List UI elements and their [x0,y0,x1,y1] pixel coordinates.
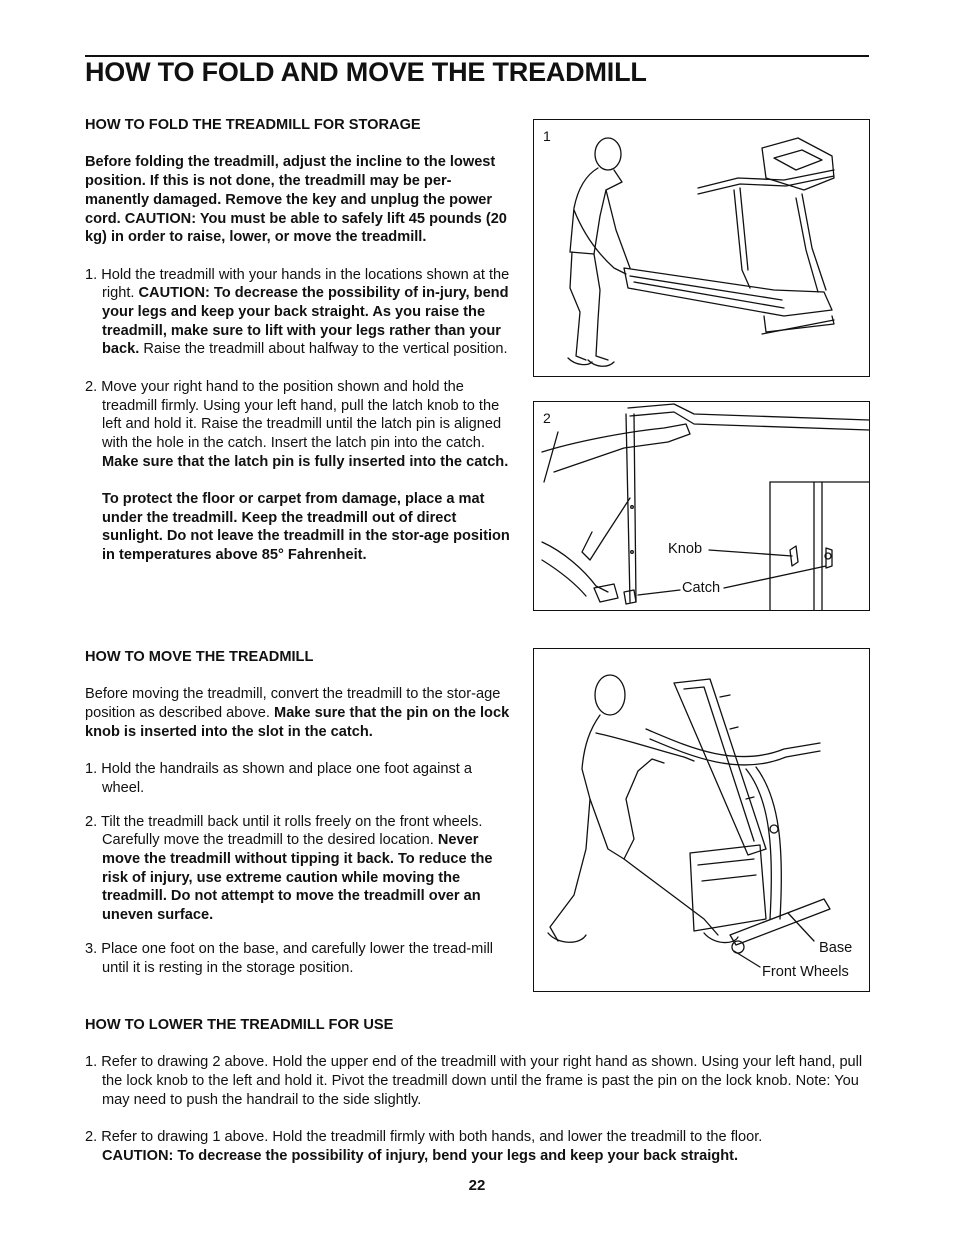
move-heading: HOW TO MOVE THE TREADMILL [85,649,314,665]
move-step-2 [85,813,513,925]
lower-step-2-caution: CAUTION: To decrease the possibility of injury, bend your legs and keep your back straight. [102,1147,739,1164]
page-number: 22 [468,1177,486,1194]
lower-section [85,1016,869,1166]
figure-2-drawing [534,402,869,610]
fold-step-2 [85,378,513,472]
fold-protect-note: To protect the floor or carpet from damage, place a mat under the treadmill. Keep the treadmill out of direct sunlight. Do not leave the treadmill in the stor-age position in temperatures above 85° Fahrenheit. [102,491,510,564]
lower-heading: HOW TO LOWER THE TREADMILL FOR USE [85,1017,394,1033]
figure-1-drawing [534,120,869,376]
figure-2-number: 2 [543,410,551,426]
figure-1-number: 1 [543,128,551,144]
move-intro-bold: Make sure that the pin on the lock knob is inserted into the slot in the catch. [85,705,510,740]
move-section [85,648,513,977]
lower-step-1: 1. Refer to drawing 2 above. Hold the upper end of the treadmill with your right hand as shown. Using your left hand, pull the lock knob to the left and hold it. Pivot the treadmill down until the frame is past the pin on the lock knob. Note: You may need to push the handrail to the side slightly. [85,1054,863,1108]
fold-section [85,116,513,565]
figure-1-lifting-treadmill [533,119,870,377]
figure-2-catch-label: Catch [682,580,721,596]
lower-step-2-text: 2. Refer to drawing 1 above. Hold the treadmill firmly with both hands, and lower the treadmill to the floor. [85,1129,763,1146]
fold-step-1-end: Raise the treadmill about halfway to the vertical position. [139,341,508,358]
fold-intro: Before folding the treadmill, adjust the incline to the lowest position. If this is not done, the treadmill may be per-manently damaged. Remove the key and unplug the power cord. CAUTION: You must be able to safely lift 45 pounds (20 kg) in order to raise, lower, or move the treadmill. [85,154,507,246]
move-intro-text: Before moving the treadmill, convert the treadmill to the stor-age position as described above. [85,686,501,722]
figure-3-moving-treadmill [533,648,870,992]
move-step-2-bold: Never move the treadmill without tipping it back. To reduce the risk of injury, use extreme caution while moving the treadmill. Do not attempt to move the treadmill over an uneven surface. [102,832,493,924]
fold-step-1-text: 1. Hold the treadmill with your hands in the locations shown at the right. [85,266,510,302]
move-step-1: 1. Hold the handrails as shown and place one foot against a wheel. [85,761,472,796]
move-intro [85,685,513,741]
page-title: HOW TO FOLD AND MOVE THE TREADMILL [85,57,647,87]
figure-2-latch [533,401,870,611]
fold-step-2-text: 2. Move your right hand to the position shown and hold the treadmill firmly. Using your left hand, pull the latch knob to the left and hold it. Raise the treadmill until the latch pin is aligned with the hole in the catch. Insert the latch pin into the catch. [85,378,502,451]
fold-heading: HOW TO FOLD THE TREADMILL FOR STORAGE [85,117,421,133]
move-step-3: 3. Place one foot on the base, and carefully lower the tread-mill until it is resting in the storage position. [85,940,494,976]
fold-step-1-caution: CAUTION: To decrease the possibility of in-jury, bend your legs and keep your back straight. As you raise the treadmill, make sure to lift with your legs rather than your back. [102,285,509,358]
figure-3-base-label: Base [819,940,853,956]
figure-2-knob-label: Knob [668,541,703,557]
figure-3-front-wheels-label: Front Wheels [762,964,849,980]
fold-step-2-bold: Make sure that the latch pin is fully inserted into the catch. [102,453,509,470]
lower-step-2 [85,1128,869,1165]
move-step-2-text: 2. Tilt the treadmill back until it rolls freely on the front wheels. Carefully move the treadmill to the desired location. [85,813,483,849]
fold-step-1 [85,266,513,360]
